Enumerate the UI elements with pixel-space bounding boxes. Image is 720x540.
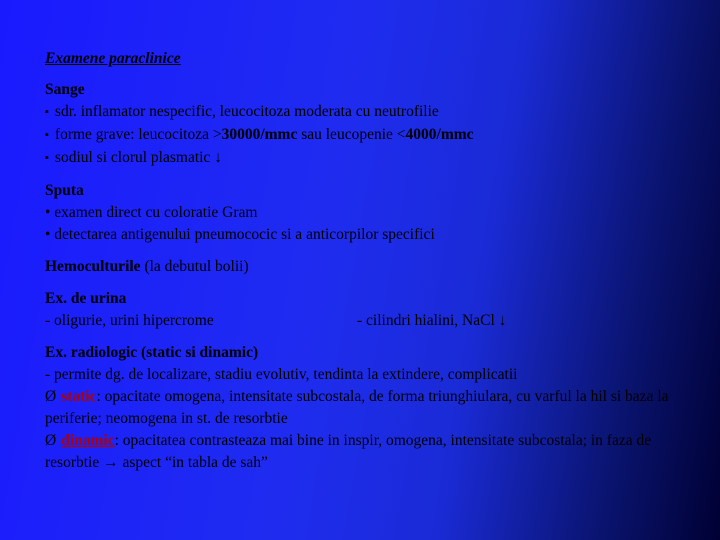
sange-item-2-text-b: sau leucopenie < xyxy=(301,126,406,143)
sange-item-1-text: sdr. inflamator nespecific, leucocitoza moderata cu neutrofilie xyxy=(54,103,439,120)
urina-left: - oligurie, urini hipercrome xyxy=(45,312,214,329)
page-title: Examene paraclinice xyxy=(45,50,181,67)
sange-item-2-value-b: 4000/mmc xyxy=(405,126,474,143)
urina-right: - cilindri hialini, NaCl ↓ xyxy=(357,312,507,329)
sputa-heading: Sputa xyxy=(45,182,84,199)
radiologic-dinamic xyxy=(45,430,695,474)
hemo-heading-rest: (la debutul bolii) xyxy=(140,258,249,275)
section-hemoculturi xyxy=(45,256,695,278)
radiologic-line-1: - permite dg. de localizare, stadiu evolutiv, tendinta la extindere, complicatii xyxy=(45,366,518,383)
static-label: static xyxy=(61,388,97,405)
sange-item-2 xyxy=(45,124,695,147)
urina-heading: Ex. de urina xyxy=(45,290,127,307)
section-sputa xyxy=(45,180,695,246)
section-radiologic xyxy=(45,342,695,474)
sputa-item-2: • detectarea antigenului pneumococic si a anticorpilor specifici xyxy=(45,226,435,243)
radiologic-heading: Ex. radiologic (static si dinamic) xyxy=(45,344,259,361)
sange-item-1 xyxy=(45,101,695,124)
sange-item-2-text-a: forme grave: leucocitoza > xyxy=(54,126,222,143)
dinamic-text: : opacitatea contrasteaza mai bine in inspir, omogena, intensitate subcostala; in faza de resorbtie → aspect “in tabla de sah” xyxy=(45,432,652,471)
sange-item-3-text: sodiul si clorul plasmatic ↓ xyxy=(54,149,222,166)
static-text: : opacitate omogena, intensitate subcostala, de forma triunghiulara, cu varful la hil si baza la periferie; neomogena in st. de resorbtie xyxy=(45,388,669,427)
hemo-heading-bold: Hemoculturile xyxy=(45,258,141,275)
sange-heading: Sange xyxy=(45,81,85,98)
urina-row xyxy=(45,310,695,332)
sputa-item-1: • examen direct cu coloratie Gram xyxy=(45,204,258,221)
arrow-bullet-icon: Ø xyxy=(45,388,57,405)
section-sange xyxy=(45,79,695,170)
slide-content xyxy=(45,48,695,484)
dinamic-label: dinamic xyxy=(61,432,115,449)
section-urina xyxy=(45,288,695,332)
sange-item-3 xyxy=(45,147,695,170)
arrow-bullet-icon: Ø xyxy=(45,432,57,449)
sange-item-2-value-a: 30000/mmc xyxy=(221,126,298,143)
radiologic-static xyxy=(45,386,695,430)
